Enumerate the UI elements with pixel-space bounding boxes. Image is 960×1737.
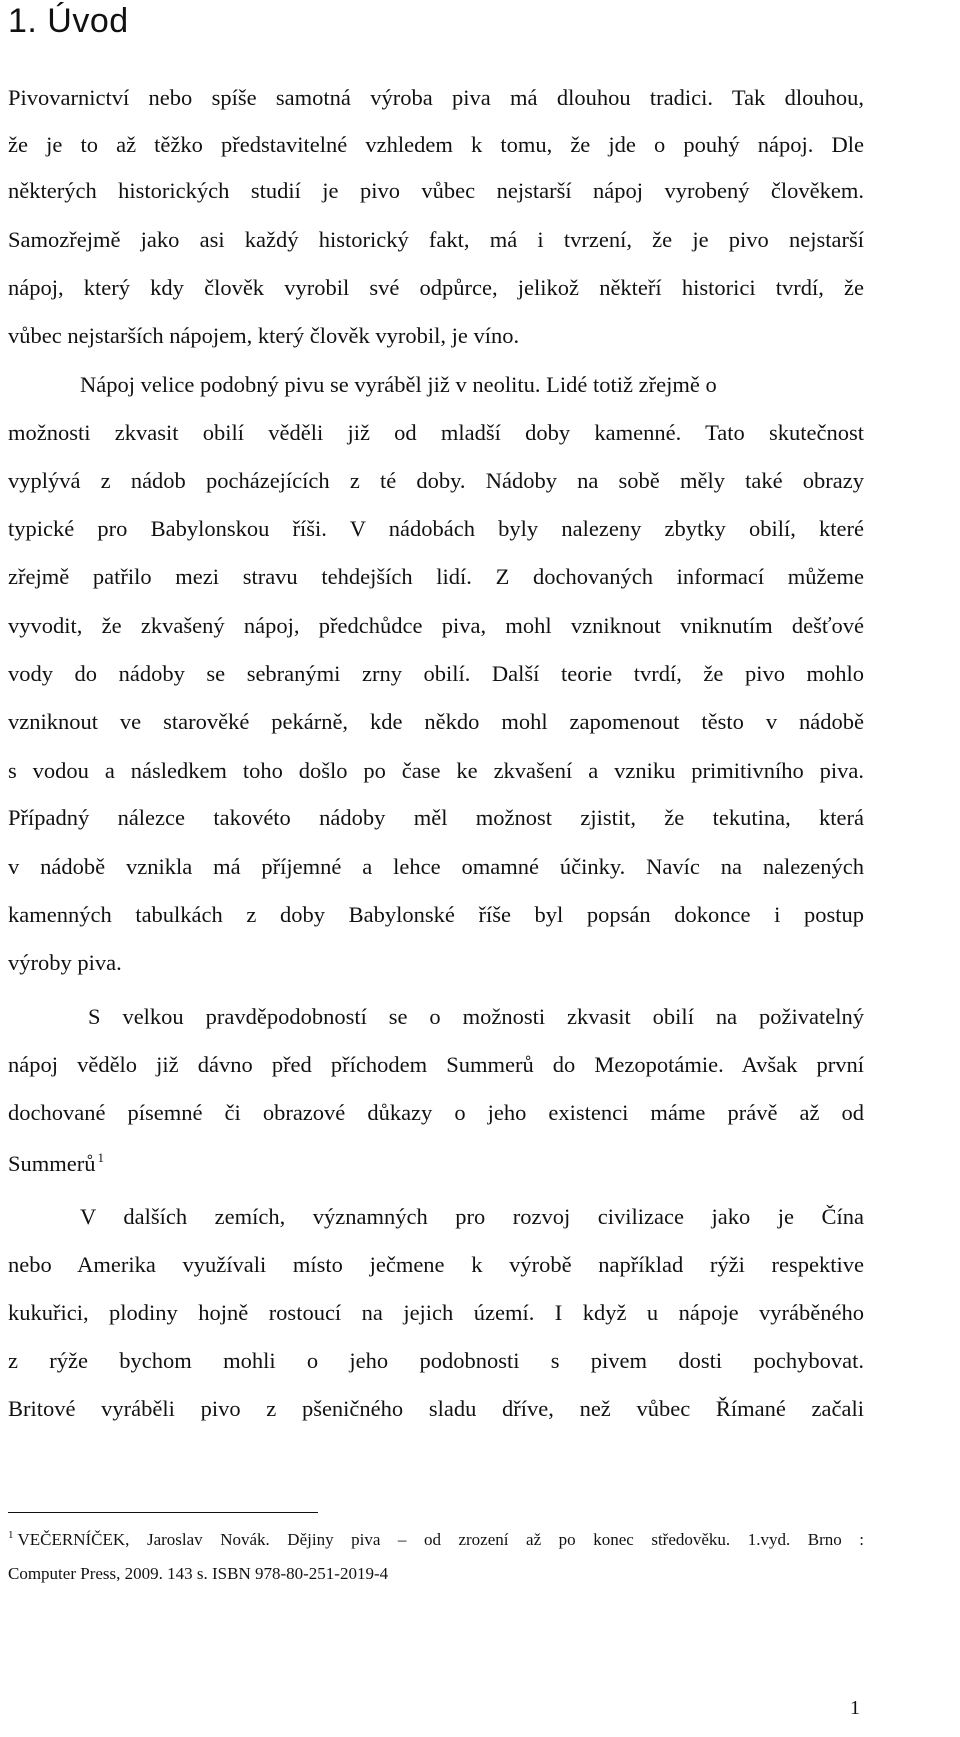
text-line: Případný nálezce takovéto nádoby měl možnost zjistit, že tekutina, která <box>8 805 864 830</box>
footnote-line <box>8 1529 864 1551</box>
footnote-number: 1 <box>8 1529 14 1541</box>
text-line: Samozřejmě jako asi každý historický fakt, má i tvrzení, že je pivo nejstarší <box>8 227 864 252</box>
text-line: výroby piva. <box>8 950 122 975</box>
text-line: kamenných tabulkách z doby Babylonské říše byl popsán dokonce i postup <box>8 902 864 927</box>
text-line: vyvodit, že zkvašený nápoj, předchůdce piva, mohl vzniknout vniknutím dešťové <box>8 613 864 638</box>
text-line: s vodou a následkem toho došlo po čase ke zkvašení a vzniku primitivního piva. <box>8 758 864 783</box>
text-line: nebo Amerika využívali místo ječmene k výrobě například rýži respektive <box>8 1252 864 1277</box>
text-line: vody do nádoby se sebranými zrny obilí. Další teorie tvrdí, že pivo mohlo <box>8 661 864 686</box>
text-line: nápoj, který kdy člověk vyrobil své odpůrce, jelikož někteří historici tvrdí, že <box>8 275 864 300</box>
text-line: V dalších zemích, významných pro rozvoj civilizace jako je Čína <box>80 1204 864 1229</box>
text-line: dochované písemné či obrazové důkazy o jeho existenci máme právě až od <box>8 1100 864 1125</box>
text-line: zřejmě patřilo mezi stravu tehdejších lidí. Z dochovaných informací můžeme <box>8 564 864 589</box>
text-line <box>8 1150 864 1178</box>
text-line-content: Summerů <box>8 1151 96 1176</box>
page-number: 1 <box>850 1697 860 1719</box>
text-line: typické pro Babylonskou říši. V nádobách byly nalezeny zbytky obilí, které <box>8 516 864 541</box>
text-line: vůbec nejstarších nápojem, který člověk vyrobil, je víno. <box>8 323 520 348</box>
text-line: v nádobě vznikla má příjemné a lehce omamné účinky. Navíc na nalezených <box>8 854 864 879</box>
text-line: S velkou pravděpodobností se o možnosti zkvasit obilí na poživatelný <box>88 1004 864 1029</box>
text-line: možnosti zkvasit obilí věděli již od mladší doby kamenné. Tato skutečnost <box>8 420 864 445</box>
footnote-reference: 1 <box>97 1150 104 1165</box>
text-line: vzniknout ve starověké pekárně, kde někdo mohl zapomenout těsto v nádobě <box>8 709 864 734</box>
text-line: že je to až těžko představitelné vzhledem k tomu, že jde o pouhý nápoj. Dle <box>8 132 864 157</box>
text-line: Nápoj velice podobný pivu se vyráběl již v neolitu. Lidé totiž zřejmě o <box>80 372 717 397</box>
text-line: Pivovarnictví nebo spíše samotná výroba piva má dlouhou tradici. Tak dlouhou, <box>8 85 864 110</box>
footnote-separator <box>8 1512 318 1513</box>
text-line: vyplývá z nádob pocházejících z té doby. Nádoby na sobě měly také obrazy <box>8 468 864 493</box>
footnote-line: Computer Press, 2009. 143 s. ISBN 978-80-251-2019-4 <box>8 1564 389 1583</box>
text-line: nápoj vědělo již dávno před příchodem Summerů do Mezopotámie. Avšak první <box>8 1052 864 1077</box>
text-line: z rýže bychom mohli o jeho podobnosti s pivem dosti pochybovat. <box>8 1348 864 1373</box>
footnote-text: VEČERNÍČEK, Jaroslav Novák. Dějiny piva – od zrození až po konec středověku. 1.vyd. Brno : <box>17 1530 864 1549</box>
text-line: kukuřici, plodiny hojně rostoucí na jejich území. I když u nápoje vyráběného <box>8 1300 864 1325</box>
text-line: Britové vyráběli pivo z pšeničného sladu dříve, než vůbec Římané začali <box>8 1396 864 1421</box>
text-line: některých historických studií je pivo vůbec nejstarší nápoj vyrobený člověkem. <box>8 178 864 203</box>
section-heading: 1. Úvod <box>8 2 129 40</box>
